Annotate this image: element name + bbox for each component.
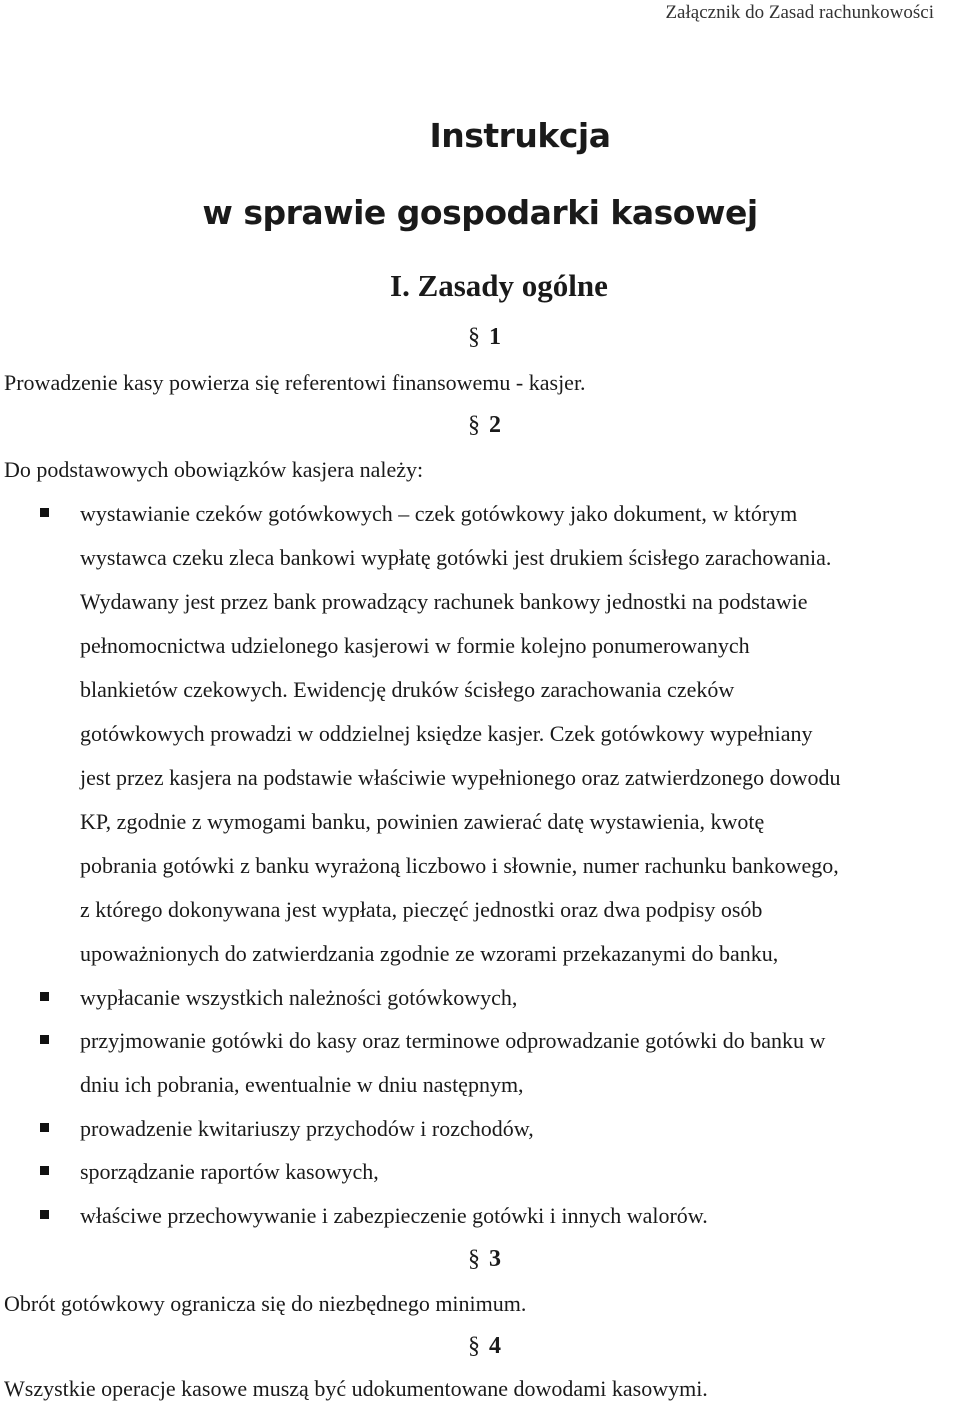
list-item-line: prowadzenie kwitariuszy przychodów i rozchodów, (80, 1116, 534, 1141)
paragraph-3-text: Obrót gotówkowy ogranicza się do niezbędnego minimum. (4, 1291, 527, 1316)
paragraph-number: 1 (489, 324, 501, 350)
section-heading: I. Zasady ogólne (390, 268, 608, 303)
list-item-line: upoważnionych do zatwierdzania zgodnie ze wzorami przekazanymi do banku, (80, 941, 779, 966)
bullet-icon (40, 1166, 49, 1175)
paragraph-1-text: Prowadzenie kasy powierza się referentowi finansowemu - kasjer. (4, 370, 586, 395)
bullet-icon (40, 992, 49, 1001)
paragraph-number: 2 (489, 412, 501, 438)
paragraph-number: 3 (489, 1246, 501, 1272)
bullet-icon (40, 1210, 49, 1219)
list-item-line: właściwe przechowywanie i zabezpieczenie gotówki i innych walorów. (80, 1203, 708, 1228)
list-item-line: blankietów czekowych. Ewidencję druków ścisłego zarachowania czeków (80, 677, 735, 702)
paragraph-4-text: Wszystkie operacje kasowe muszą być udokumentowane dowodami kasowymi. (4, 1376, 708, 1401)
list-item-line: wystawianie czeków gotówkowych – czek gotówkowy jako dokument, w którym (80, 501, 798, 526)
paragraph-number: 4 (489, 1333, 501, 1359)
paragraph-2-intro: Do podstawowych obowiązków kasjera należy: (4, 457, 424, 482)
document-subtitle: w sprawie gospodarki kasowej (202, 193, 758, 232)
list-item-line: gotówkowych prowadzi w oddzielnej księdze kasjer. Czek gotówkowy wypełniany (80, 721, 813, 746)
bullet-icon (40, 508, 49, 517)
paragraph-number-3 (468, 1246, 501, 1273)
list-item-line: dniu ich pobrania, ewentualnie w dniu następnym, (80, 1072, 524, 1097)
list-item-line: Wydawany jest przez bank prowadzący rachunek bankowy jednostki na podstawie (80, 589, 808, 614)
list-item-line: z którego dokonywana jest wypłata, pieczęć jednostki oraz dwa podpisy osób (80, 897, 763, 922)
paragraph-symbol: § (468, 324, 480, 350)
list-item-line: przyjmowanie gotówki do kasy oraz terminowe odprowadzanie gotówki do banku w (80, 1028, 826, 1053)
list-item-line: sporządzanie raportów kasowych, (80, 1159, 379, 1184)
list-item-line: KP, zgodnie z wymogami banku, powinien zawierać datę wystawienia, kwotę (80, 809, 765, 834)
list-item-line: pobrania gotówki z banku wyrażoną liczbowo i słownie, numer rachunku bankowego, (80, 853, 839, 878)
paragraph-number-2 (468, 412, 501, 439)
list-item-line: wypłacanie wszystkich należności gotówkowych, (80, 985, 518, 1010)
document-title: Instrukcja (429, 116, 611, 155)
paragraph-number-4 (468, 1333, 501, 1360)
paragraph-symbol: § (468, 1333, 480, 1359)
list-item-line: wystawca czeku zleca bankowi wypłatę gotówki jest drukiem ścisłego zarachowania. (80, 545, 832, 570)
paragraph-symbol: § (468, 1246, 480, 1272)
paragraph-symbol: § (468, 412, 480, 438)
bullet-icon (40, 1123, 49, 1132)
list-item-line: pełnomocnictwa udzielonego kasjerowi w formie kolejno ponumerowanych (80, 633, 750, 658)
header-note: Załącznik do Zasad rachunkowości (665, 2, 934, 23)
list-item-line: jest przez kasjera na podstawie właściwie wypełnionego oraz zatwierdzonego dowodu (80, 765, 841, 790)
bullet-icon (40, 1035, 49, 1044)
paragraph-number-1 (468, 324, 501, 351)
